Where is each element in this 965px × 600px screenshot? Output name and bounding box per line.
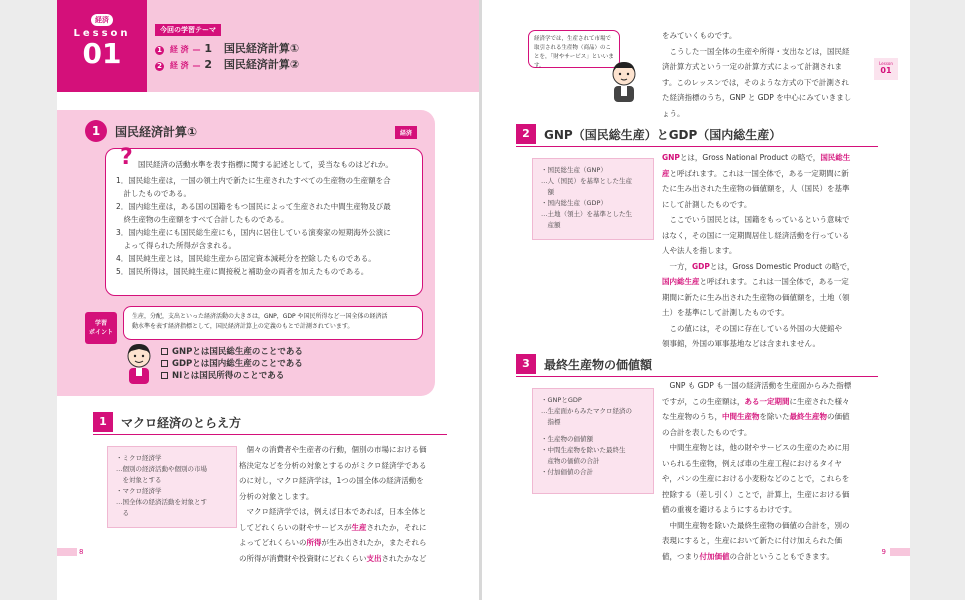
checklist-item[interactable] [161,370,303,382]
question-option-line: よって得られた所得が含まれる。 [116,241,236,250]
sidenote-line: …土地（領土）を基準とした生 [541,210,632,218]
question-option-line: 3．国内総生産にも国民総生産にも，国内に居住している演奏家の短期海外公演に [116,228,391,237]
section-title: マクロ経済のとらえ方 [121,415,242,430]
sidenote-line: …人（国民）を基準とした生産 [541,177,632,185]
theme-item-num: 1 [204,42,212,55]
section-2-body [662,150,876,352]
body-line: 値，つまり付加価値の合計ということもできます。 [662,551,834,561]
learning-point-label-1: 学習 [94,320,107,327]
sidenote-line: る [116,509,129,517]
body-line: ここでいう国民とは，国籍をもっているという意味で [662,215,850,224]
checklist-item-label: GDPとは国内総生産のことである [172,359,303,369]
checklist-item[interactable] [161,346,303,358]
body-line: す。このレッスンでは，そのような方式の下で計測され [662,77,849,87]
body-line: 領事館，外国の軍事基地などは含まれません。 [662,339,820,348]
body-line: 国内総生産と呼ばれます。これは一国全体で，ある一定 [662,277,849,286]
sidenote-line: ・付加価値の合計 [541,468,593,476]
sidenote-line: ・GNPとGDP [541,396,582,404]
section-number: 3 [516,354,536,374]
question-title: 国民経済計算① [115,124,198,139]
body-line: ですが，この生産額は，ある一定期間に生産された様々 [662,396,850,406]
keyword-highlight: ある一定期間 [744,396,790,406]
theme-tag: 今回の学習テーマ [155,24,221,36]
body-line: 中間生産物を除いた最終生産物の価値の合計を，別の [662,520,850,530]
right-page [482,0,910,600]
question-box [105,145,423,296]
checkbox-icon [161,360,168,367]
section-1-header [93,412,241,432]
sidenote-line: …国全体の経済活動を対象とす [116,498,207,506]
body-line: の合計を表したものです。 [662,427,752,437]
question-option-line: 1．国民総生産は，一国の領土内で新たに生産されたすべての生産物の生産額を合 [116,176,391,185]
keyword-highlight: 付加価値 [699,551,730,561]
keyword-highlight: 所得 [306,538,322,547]
sidenote-line: 額 [541,188,554,196]
body-line: 産と呼ばれます。これは一国全体で，ある一定期間に新 [662,168,849,178]
section-divider [93,434,447,435]
left-page [57,0,479,600]
sidenote-line: 産物の価値の合計 [541,457,600,465]
section-divider [516,376,878,377]
body-line: 一方，GDPとは，Gross Domestic Product の略で， [662,261,855,271]
lesson-label: Lesson [73,28,131,39]
page-number: 9 [881,548,886,556]
section-3-body [662,378,876,564]
lesson-side-index [874,58,898,80]
body-line: な生産物のうち，中間生産物を除いた最終生産物の価値 [662,412,850,421]
sidenote-line: ・マクロ経済学 [116,487,162,495]
body-line: 土）を基準にして計測したものです。 [662,308,789,317]
theme-item-2: 2 経 済 — 2 国民経済計算② [155,56,299,72]
body-line: この値には，その国に存在している外国の大使館や [662,323,842,333]
sidenote-line: ・ミクロ経済学 [116,454,162,462]
section-number: 2 [516,124,536,144]
body-line: いられる生産物，例えば車の生産工程におけるタイヤ [662,458,842,468]
question-option-line: 4．国民純生産とは，国民総生産から固定資本減耗分を控除したものである。 [116,254,376,263]
body-line: 値の重複を避けるようにするわけです。 [662,505,797,514]
theme-item-dot: 2 [155,62,164,71]
body-line: 分析の対象とします。 [239,491,314,501]
body-line: GNP も GDP も一国の経済活動を生産面からみた指標 [662,381,852,390]
side-index-number: 01 [880,66,892,75]
section-1-sidenote [107,446,237,528]
body-line: 人や法人を指します。 [662,246,737,255]
section-2-header [516,124,781,144]
checklist-item-label: GNPとは国民総生産のことである [172,347,303,357]
section-title: 最終生産物の価値額 [544,357,653,372]
theme-item-category: 経 済 [169,45,189,54]
theme-item-category: 経 済 [169,61,189,70]
body-line: 格決定などを分析の対象とするのがミクロ経済学である [239,460,427,470]
body-line: GNPとは，Gross National Product の略で，国民総生 [662,153,851,162]
question-option-line: 計したものである。 [116,189,191,198]
keyword-highlight: GDP [692,261,710,271]
sidenote-line: ・中間生産物を除いた最終生 [541,446,626,454]
body-line: の所得が消費財や投資財にどれくらい支出されたかなど [239,553,427,563]
keyword-highlight: 中間生産物 [722,412,760,421]
keyword-highlight: 産 [662,168,670,178]
body-line: にして計測したものです。 [662,199,752,209]
keyword-highlight: 国内総生産 [662,277,700,286]
lesson-category-tag: 経済 [91,14,113,26]
sidenote-line: …個別の経済活動や個別の市場 [116,465,207,473]
section-number: 1 [93,412,113,432]
section-2-sidenote [532,158,654,240]
page-number-bar [890,548,910,556]
checklist [161,346,303,382]
checkbox-icon [161,372,168,379]
sidenote-line: ・国民総生産（GNP） [541,166,607,174]
checklist-item-label: NIとは国民所得のことである [172,371,285,381]
learning-point-text: 生産，分配，支出といった経済活動の大きさは，GNP，GDP や国民所得など一国全体の経済活 [132,313,388,320]
section-title: GNP（国民総生産）とGDP（国内総生産） [544,127,782,142]
section-1-body [239,442,475,566]
intro-body [662,28,874,121]
question-option-line: 5．国民所得は，国民純生産に間接税と補助金の両者を加えたものである。 [116,267,369,276]
section-3-header [516,354,652,374]
keyword-highlight: GNP [662,153,680,162]
body-line: 個々の消費者や生産者の行動，個別の市場における価 [239,445,427,454]
speech-bubble: 経済学では，生産されて市場で取引される生産物（商品）のことを，「財やサービス」といいます。 [528,30,620,68]
question-mark-icon: ? [120,145,133,170]
body-line: 済計算方式という一定の計算方式によって計測されま [662,62,842,71]
checkbox-icon [161,348,168,355]
sidenote-line: …生産面からみたマクロ経済の [541,407,632,415]
theme-item-title: 国民経済計算① [223,42,300,55]
body-line: よってどれくらいの所得が生み出されたか，またそれら [239,538,427,547]
sidenote-line: ・国内総生産（GDP） [541,199,607,207]
body-line: や，パンの生産における小麦粉などのことで，これらを [662,474,850,483]
learning-point-box [123,306,423,340]
body-line: してどれくらいの財やサービスが生産されたか，それに [239,522,427,532]
sidenote-line: ・生産物の価値額 [541,435,593,443]
teacher-avatar-icon [606,60,642,104]
learning-point-text: 動水準を表す経済指標として，国民経済計算上の定義のもとで計測されています。 [132,323,354,330]
section-3-sidenote [532,388,654,494]
lesson-number: 01 [82,37,122,70]
section-divider [516,146,878,147]
body-line: 表現にすると，生産において新たに付け加えられた価 [662,536,842,545]
question-header [85,120,197,142]
body-line: 中間生産物とは，他の財やサービスの生産のために用 [662,443,850,452]
lesson-badge [57,0,147,92]
sidenote-line: 指標 [541,418,561,426]
student-avatar-icon [121,342,157,386]
learning-point-label [85,312,117,344]
keyword-highlight: 生産 [351,522,367,532]
checklist-item[interactable] [161,358,303,370]
question-lead: 国民経済の活動水準を表す指標に関する記述として，妥当なものはどれか。 [138,160,393,169]
body-line: をみていくものです。 [662,31,737,40]
sidenote-line: 産額 [541,221,561,229]
body-line: ょう。 [662,108,685,118]
body-line: はなく，その国に一定期間居住し経済活動を行っている [662,230,850,240]
question-category-tag: 経済 [395,126,417,139]
keyword-highlight: 支出 [366,553,382,563]
theme-item-num: 2 [204,58,212,71]
body-line: 期間に新たに生み出された生産物の価値額を，土地（領 [662,292,850,302]
theme-box [147,0,479,92]
body-line: こうした一国全体の生産や所得・支出などは，国民経 [662,46,850,56]
body-line: 控除する（差し引く）ことで，計算上，生産における価 [662,489,850,499]
question-number: 1 [85,120,107,142]
question-option-line: 2．国内総生産は，ある国の国籍をもつ国民によって生産された中間生産物及び最 [116,202,391,211]
keyword-highlight: 最終生産物 [789,412,827,421]
learning-point-label-2: ポイント [88,329,113,336]
page-number: 8 [79,548,84,556]
sidenote-line: を対象とする [116,476,162,484]
keyword-highlight: 国民総生 [820,153,851,162]
question-option-line: 終生産物の生産額をすべて合計したものである。 [116,215,289,224]
side-index-label: Lesson [879,61,893,66]
theme-item-title: 国民経済計算② [223,58,300,71]
theme-item-dot: 1 [155,46,164,55]
theme-item-1: 1 経 済 — 1 国民経済計算① [155,40,299,56]
body-line: のに対し，マクロ経済学は，1つの国全体の経済活動を [239,476,424,485]
body-line: たに生み出された生産物の価値額を，人（国民）を基準 [662,184,850,193]
body-line: た経済指標のうち，GNP と GDP を中心にみていきまし [662,93,852,102]
body-line: マクロ経済学では，例えば日本であれば，日本全体と [239,507,427,516]
page-number-bar [57,548,77,556]
